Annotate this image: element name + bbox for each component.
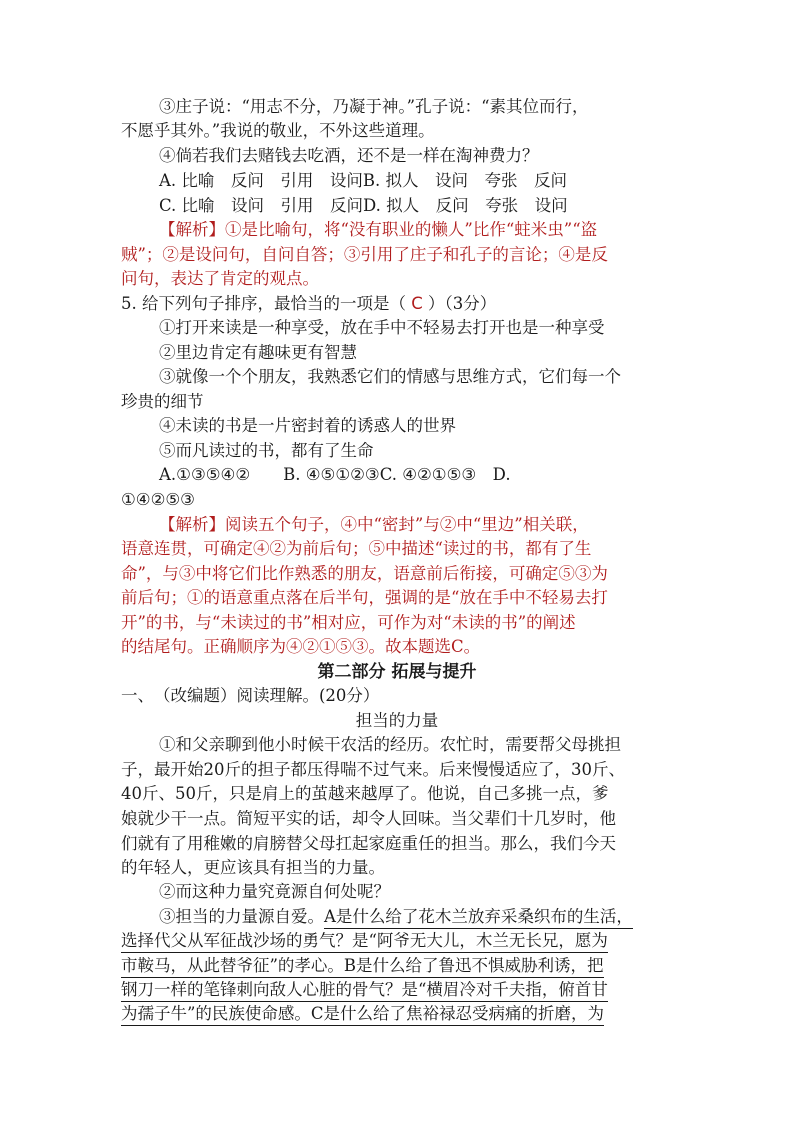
- q5-explanation-line-1: 【解析】阅读五个句子，④中“密封”与②中“里边”相关联，: [159, 515, 589, 534]
- paragraph-3-line-4: 钢刀一样的笔锋刺向敌人心脏的骨气？是“横眉冷对千夫指，俯首甘: [121, 979, 608, 1002]
- paragraph-3-underlined-start: A是什么给了花木兰放弃采桑织布的生活，: [324, 906, 633, 929]
- q5-sentence-2: ②里边肯定有趣味更有智慧: [159, 343, 357, 362]
- paragraph-2: ②而这种力量究竟源自何处呢？: [159, 882, 390, 901]
- q5-explanation-line-4: 前后句；①的语意重点落在后半句，强调的是“放在手中不轻易去打: [121, 588, 608, 607]
- q5-explanation-line-5: 开”的书，与“未读过的书”相对应，可作为对“未读的书”的阐述: [121, 613, 576, 632]
- paragraph-3-line-2-wrap: [121, 929, 608, 953]
- q5-sentence-3-line-2: 珍贵的细节: [121, 392, 204, 411]
- paragraph-3-line-3: 市鞍马，从此替爷征”的孝心。B是什么给了鲁迅不惧威胁利诱，把: [121, 955, 604, 978]
- paragraph-3-lead: ③担当的力量源自爱。: [159, 907, 324, 926]
- q5-options: A.①③⑤④② B. ④⑤①②③C. ④②①⑤③ D.: [159, 465, 511, 484]
- paragraph-3-line-3-wrap: [121, 954, 604, 978]
- q4-sentence-3-line-2: 不愿乎其外。”我说的敬业，不外这些道理。: [121, 121, 435, 140]
- q5-explanation-line-2: 语意连贯，可确定④②为前后句；⑤中描述“读过的书，都有了生: [121, 539, 592, 558]
- paragraph-3-line-4-wrap: [121, 978, 608, 1002]
- q4-sentence-3-line-1: ③庄子说：“用志不分，乃凝于神。”孔子说：“素其位而行，: [159, 97, 589, 116]
- paragraph-3-line-2: 选择代父从军征战沙场的勇气？是“阿爷无大儿，木兰无长兄，愿为: [121, 930, 608, 953]
- section-one-heading: 一、 （改编题）阅读理解。(20分）: [121, 686, 380, 705]
- paragraph-3-line-5: 为孺子牛”的民族使命感。C是什么给了焦裕禄忍受病痛的折磨，为: [121, 1003, 604, 1026]
- paragraph-1-line-5: 们就有了用稚嫩的肩膀替父母扛起家庭重任的担当。那么，我们今天: [121, 834, 616, 853]
- paragraph-3-line-1: [159, 905, 633, 929]
- q5-option-d: ①④②⑤③: [121, 490, 195, 509]
- paragraph-1-line-6: 的年轻人，更应该具有担当的力量。: [121, 858, 385, 877]
- q5-explanation-line-6: 的结尾句。正确顺序为④②①⑤③。故本题选C。: [121, 637, 481, 656]
- q5-sentence-5: ⑤而凡读过的书，都有了生命: [159, 441, 374, 460]
- q4-options-ab: A. 比喻 反问 引用 设问B. 拟人 设问 夸张 反问: [159, 171, 568, 190]
- q4-explanation-line-2: 贼”；②是设问句，自问自答；③引用了庄子和孔子的言论；④是反: [121, 245, 608, 264]
- q4-explanation-line-1: 【解析】①是比喻句，将“没有职业的懒人”比作“蛀米虫”“盗: [159, 220, 598, 239]
- q5-stem-text: 5. 给下列句子排序，最恰当的一项是（: [121, 294, 412, 313]
- paragraph-1-line-1: ①和父亲聊到他小时候干农活的经历。农忙时，需要帮父母挑担: [159, 735, 621, 754]
- paragraph-1-line-4: 娘就少干一点。简短平实的话，却令人回味。当父辈们十几岁时，他: [121, 809, 616, 828]
- q5-stem: [121, 292, 496, 316]
- paragraph-1-line-3: 40斤、50斤，只是肩上的茧越来越厚了。他说，自己多挑一点，爹: [121, 784, 609, 803]
- paragraph-3-line-5-wrap: [121, 1002, 604, 1026]
- q5-explanation-line-3: 命”，与③中将它们比作熟悉的朋友，语意前后衔接，可确定⑤③为: [121, 564, 608, 583]
- paragraph-1-line-2: 子，最开始20斤的担子都压得喘不过气来。后来慢慢适应了，30斤、: [121, 760, 625, 779]
- q5-answer: C: [411, 294, 423, 313]
- q4-options-cd: C. 比喻 设问 引用 反问D. 拟人 反问 夸张 设问: [159, 196, 568, 215]
- part-two-heading: 第二部分 拓展与提升: [317, 662, 477, 682]
- q5-sentence-3-line-1: ③就像一个个朋友，我熟悉它们的情感与思维方式，它们每一个: [159, 367, 621, 386]
- q5-stem-score: ）（3分）: [422, 294, 497, 313]
- q5-sentence-4: ④未读的书是一片密封着的诱惑人的世界: [159, 416, 456, 435]
- q4-explanation-line-3: 问句，表达了肯定的观点。: [121, 269, 319, 288]
- q4-sentence-4: ④倘若我们去赌钱去吃酒，还不是一样在淘神费力？: [159, 146, 539, 165]
- q5-sentence-1: ①打开来读是一种享受，放在手中不轻易去打开也是一种享受: [159, 318, 605, 337]
- article-title: 担当的力量: [355, 711, 439, 730]
